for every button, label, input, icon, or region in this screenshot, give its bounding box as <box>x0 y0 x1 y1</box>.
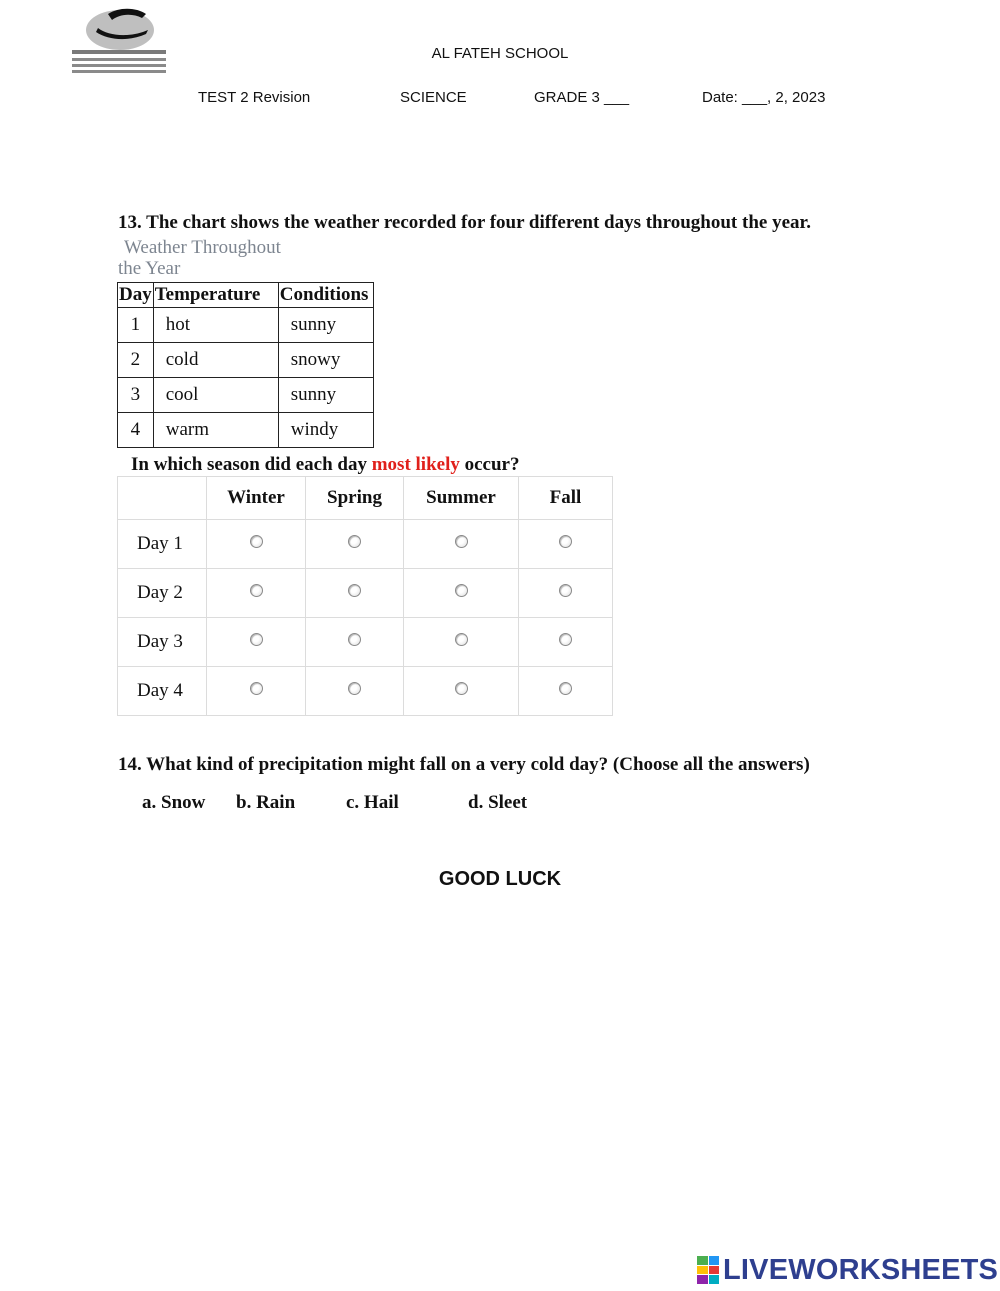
season-choice-table <box>117 476 613 716</box>
temperature-cell: cold <box>153 343 278 378</box>
radio-day2-summer[interactable] <box>455 584 468 597</box>
option-cell <box>519 569 613 618</box>
empty-header-cell <box>118 477 207 520</box>
table-row <box>118 667 613 716</box>
season-question-post: occur? <box>459 454 520 475</box>
subject: SCIENCE <box>400 89 467 106</box>
liveworksheets-brand[interactable] <box>697 1252 998 1288</box>
question-13-prompt: 13. The chart shows the weather recorded for four different days throughout the year. <box>118 212 811 233</box>
table-row <box>118 413 374 448</box>
radio-day2-winter[interactable] <box>250 584 263 597</box>
option-cell <box>519 667 613 716</box>
chart-caption-line2: the Year <box>118 258 181 279</box>
option-cell <box>306 520 404 569</box>
radio-day3-winter[interactable] <box>250 633 263 646</box>
conditions-cell: sunny <box>278 378 373 413</box>
weather-table-header <box>118 283 374 308</box>
radio-day1-summer[interactable] <box>455 535 468 548</box>
season-question-pre: In which season did each day <box>131 454 372 475</box>
temperature-cell: warm <box>153 413 278 448</box>
option-cell <box>519 618 613 667</box>
option-cell <box>404 520 519 569</box>
chart-caption-line1: Weather Throughout <box>124 237 281 258</box>
radio-day1-winter[interactable] <box>250 535 263 548</box>
option-cell <box>207 618 306 667</box>
season-header-spring: Spring <box>306 477 404 520</box>
radio-day1-spring[interactable] <box>348 535 361 548</box>
answer-option-sleet[interactable]: d. Sleet <box>468 792 528 813</box>
day-label: Day 4 <box>118 667 207 716</box>
answer-option-rain[interactable]: b. Rain <box>236 792 296 813</box>
season-header-summer: Summer <box>404 477 519 520</box>
radio-day4-summer[interactable] <box>455 682 468 695</box>
option-cell <box>404 569 519 618</box>
day-cell: 4 <box>118 413 154 448</box>
option-cell <box>404 667 519 716</box>
radio-day2-fall[interactable] <box>559 584 572 597</box>
radio-day3-fall[interactable] <box>559 633 572 646</box>
school-logo <box>68 6 170 80</box>
option-cell <box>519 520 613 569</box>
grade-field: GRADE 3 ___ <box>534 89 630 106</box>
conditions-cell: snowy <box>278 343 373 378</box>
emirates-schools-logo-graphic <box>68 6 170 80</box>
answer-option-snow[interactable]: a. Snow <box>142 792 206 813</box>
day-label: Day 1 <box>118 520 207 569</box>
season-header-winter: Winter <box>207 477 306 520</box>
school-name: AL FATEH SCHOOL <box>431 45 569 62</box>
option-cell <box>207 667 306 716</box>
header-temperature: Temperature <box>153 283 278 308</box>
table-row <box>118 343 374 378</box>
season-header-fall: Fall <box>519 477 613 520</box>
question-14-prompt: 14. What kind of precipitation might fall on a very cold day? (Choose all the answers) <box>118 754 810 775</box>
header-conditions: Conditions <box>278 283 373 308</box>
table-row <box>118 618 613 667</box>
good-luck-text: GOOD LUCK <box>438 868 562 890</box>
day-label: Day 3 <box>118 618 207 667</box>
table-row <box>118 520 613 569</box>
radio-day4-spring[interactable] <box>348 682 361 695</box>
radio-day3-spring[interactable] <box>348 633 361 646</box>
option-cell <box>207 520 306 569</box>
radio-day1-fall[interactable] <box>559 535 572 548</box>
date-field: Date: ___, 2, 2023 <box>702 89 826 106</box>
temperature-cell: cool <box>153 378 278 413</box>
day-cell: 2 <box>118 343 154 378</box>
conditions-cell: sunny <box>278 308 373 343</box>
day-label: Day 2 <box>118 569 207 618</box>
season-question <box>131 454 520 476</box>
option-cell <box>306 618 404 667</box>
liveworksheets-icon <box>697 1256 719 1284</box>
table-row <box>118 308 374 343</box>
radio-day4-fall[interactable] <box>559 682 572 695</box>
option-cell <box>306 569 404 618</box>
day-cell: 1 <box>118 308 154 343</box>
season-header-row <box>118 477 613 520</box>
radio-day3-summer[interactable] <box>455 633 468 646</box>
day-cell: 3 <box>118 378 154 413</box>
liveworksheets-wordmark: LIVEWORKSHEETS <box>723 1253 999 1286</box>
conditions-cell: windy <box>278 413 373 448</box>
radio-day4-winter[interactable] <box>250 682 263 695</box>
table-row <box>118 378 374 413</box>
table-row <box>118 569 613 618</box>
header-day: Day <box>118 283 154 308</box>
option-cell <box>207 569 306 618</box>
option-cell <box>306 667 404 716</box>
weather-table <box>117 282 374 448</box>
answer-option-hail[interactable]: c. Hail <box>346 792 399 813</box>
radio-day2-spring[interactable] <box>348 584 361 597</box>
temperature-cell: hot <box>153 308 278 343</box>
season-question-highlight: most likely <box>371 454 460 475</box>
test-title: TEST 2 Revision <box>198 89 311 106</box>
option-cell <box>404 618 519 667</box>
